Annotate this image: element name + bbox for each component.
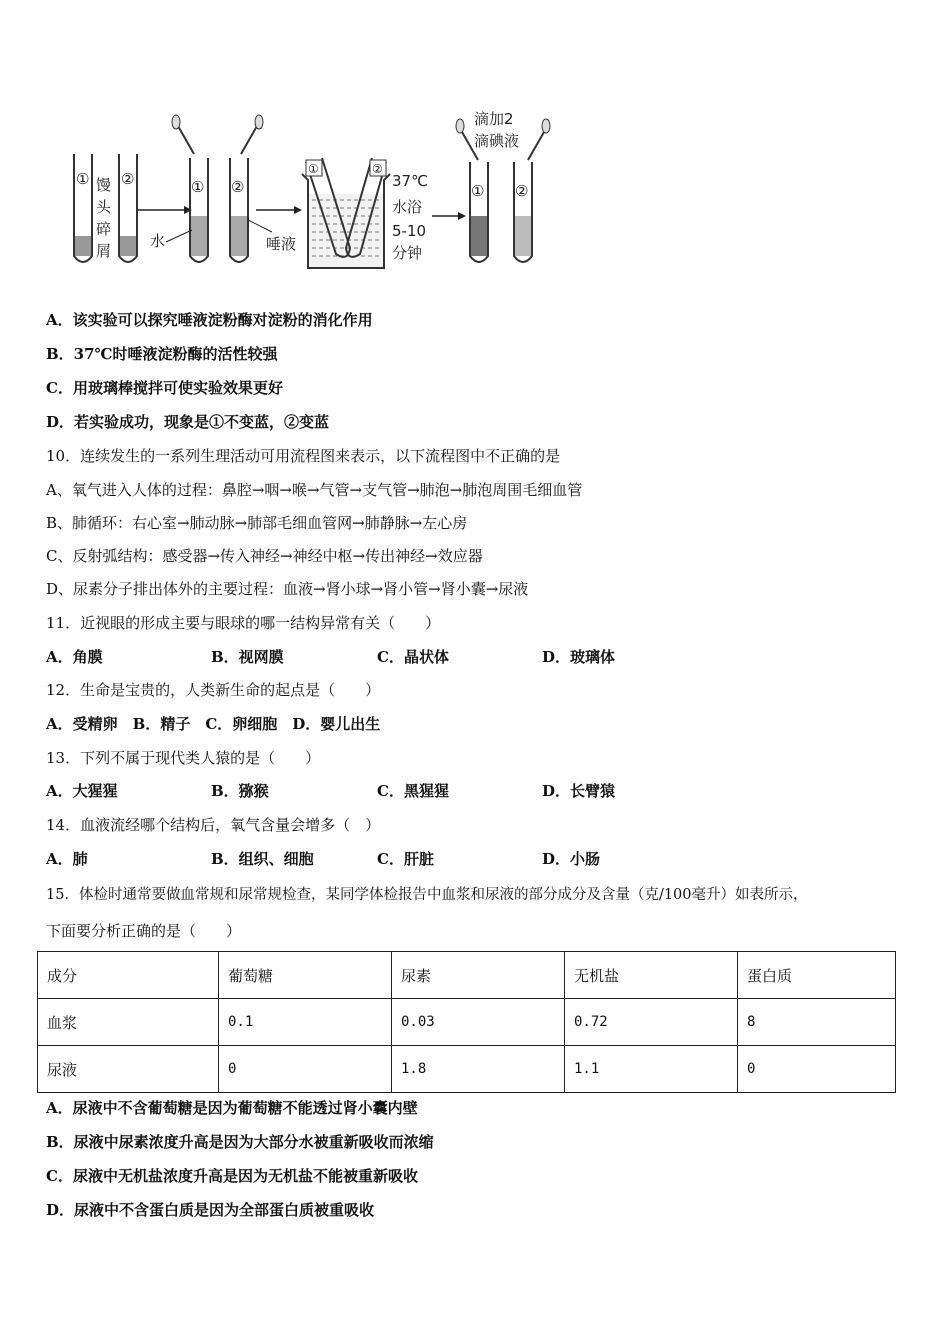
q10-option-c: C、反射弧结构：感受器→传入神经→神经中枢→传出神经→效应器 (46, 547, 483, 565)
mantou-char-3: 碎 (96, 220, 112, 238)
mantou-char-2: 头 (96, 198, 112, 216)
stage4-tube1-label: ① (471, 182, 485, 200)
table-cell: 0.03 (392, 999, 565, 1046)
q13-option-a: A．大猩猩 (46, 782, 118, 800)
table-cell: 1.1 (565, 1046, 738, 1093)
q15-stem-line1: 15．体检时通常要做血常规和尿常规检查，某同学体检报告中血浆和尿液的部分成分及含量（克/100毫升）如表所示， (46, 887, 808, 903)
water-label: 水 (150, 232, 166, 250)
table-header-row (38, 952, 896, 999)
experiment-figure (66, 104, 566, 284)
q11-option-b: B．视网膜 (211, 648, 284, 666)
q15-option-a: A．尿液中不含葡萄糖是因为葡萄糖不能透过肾小囊内壁 (46, 1099, 418, 1117)
bath-temp-label: 37℃ (392, 172, 428, 190)
table-cell: 1.8 (392, 1046, 565, 1093)
q10-stem: 10．连续发生的一系列生理活动可用流程图来表示，以下流程图中不正确的是 (46, 447, 561, 465)
q13-option-d: D．长臂猿 (542, 782, 616, 800)
q13-option-c: C．黑猩猩 (377, 782, 449, 800)
table-cell: 8 (738, 999, 896, 1046)
table-cell: 血浆 (38, 999, 219, 1046)
mantou-char-1: 馒 (96, 176, 112, 194)
table-header-cell: 尿素 (392, 952, 565, 999)
table-cell: 0.1 (219, 999, 392, 1046)
q13-option-b: B．猕猴 (211, 782, 269, 800)
table-row (38, 1046, 896, 1093)
stage4-tube2-label: ② (515, 182, 529, 200)
q10-option-b: B、肺循环：右心室→肺动脉→肺部毛细血管网→肺静脉→左心房 (46, 514, 468, 532)
bath-duration-label: 5-10 (392, 222, 427, 240)
q15-option-c: C．尿液中无机盐浓度升高是因为无机盐不能被重新吸收 (46, 1167, 418, 1185)
stage2-tubes (150, 115, 296, 262)
q10-option-d: D、尿素分子排出体外的主要过程：血液→肾小球→肾小管→肾小囊→尿液 (46, 580, 529, 598)
table-header-cell: 成分 (38, 952, 219, 999)
table-row (38, 999, 896, 1046)
table-cell: 0 (219, 1046, 392, 1093)
q11-option-d: D．玻璃体 (542, 648, 616, 666)
iodine-label-1: 滴加2 (474, 110, 514, 128)
q9-option-d: D．若实验成功，现象是①不变蓝，②变蓝 (46, 413, 330, 431)
q9-option-c: C．用玻璃棒搅拌可使实验效果更好 (46, 379, 283, 397)
q10-option-a: A、氧气进入人体的过程：鼻腔→咽→喉→气管→支气管→肺泡→肺泡周围毛细血管 (46, 481, 583, 499)
mantou-char-4: 屑 (96, 242, 112, 260)
tube1-label: ① (76, 170, 90, 188)
bath-tube2-label: ② (372, 162, 383, 176)
q14-option-a: A．肺 (46, 850, 88, 868)
q15-option-b: B．尿液中尿素浓度升高是因为大部分水被重新吸收而浓缩 (46, 1133, 434, 1151)
q15-stem-line2: 下面要分析正确的是（ ） (46, 922, 242, 940)
q15-option-d: D．尿液中不含蛋白质是因为全部蛋白质被重吸收 (46, 1201, 375, 1219)
q12-options: A．受精卵 B．精子 C．卵细胞 D．婴儿出生 (46, 715, 381, 733)
stage4-iodine-test (456, 110, 550, 262)
q14-option-d: D．小肠 (542, 850, 601, 868)
q11-stem: 11．近视眼的形成主要与眼球的哪一结构异常有关（ ） (46, 614, 441, 632)
q14-option-c: C．肝脏 (377, 850, 434, 868)
bath-type-label: 水浴 (392, 198, 423, 216)
q15-table (37, 951, 896, 1093)
stage3-water-bath (302, 158, 428, 268)
table-header-cell: 葡萄糖 (219, 952, 392, 999)
q11-option-a: A．角膜 (46, 648, 103, 666)
bath-minutes-label: 分钟 (392, 244, 423, 262)
stage1-tubes (74, 154, 137, 262)
q13-stem: 13．下列不属于现代类人猿的是（ ） (46, 749, 321, 767)
tube2-label: ② (121, 170, 135, 188)
stage2-tube2-label: ② (231, 178, 245, 196)
stage2-tube1-label: ① (191, 178, 205, 196)
q9-option-b: B．37℃时唾液淀粉酶的活性较强 (46, 345, 278, 363)
bath-tube1-label: ① (308, 162, 319, 176)
q12-stem: 12．生命是宝贵的，人类新生命的起点是（ ） (46, 681, 381, 699)
saliva-label: 唾液 (266, 235, 297, 253)
q11-option-c: C．晶状体 (377, 648, 449, 666)
table-cell: 尿液 (38, 1046, 219, 1093)
table-cell: 0 (738, 1046, 896, 1093)
table-cell: 0.72 (565, 999, 738, 1046)
iodine-label-2: 滴碘液 (474, 132, 520, 150)
q9-option-a: A．该实验可以探究唾液淀粉酶对淀粉的消化作用 (46, 311, 373, 329)
q14-option-b: B．组织、细胞 (211, 850, 314, 868)
table-header-cell: 蛋白质 (738, 952, 896, 999)
table-header-cell: 无机盐 (565, 952, 738, 999)
q14-stem: 14．血液流经哪个结构后，氧气含量会增多（ ） (46, 816, 381, 834)
